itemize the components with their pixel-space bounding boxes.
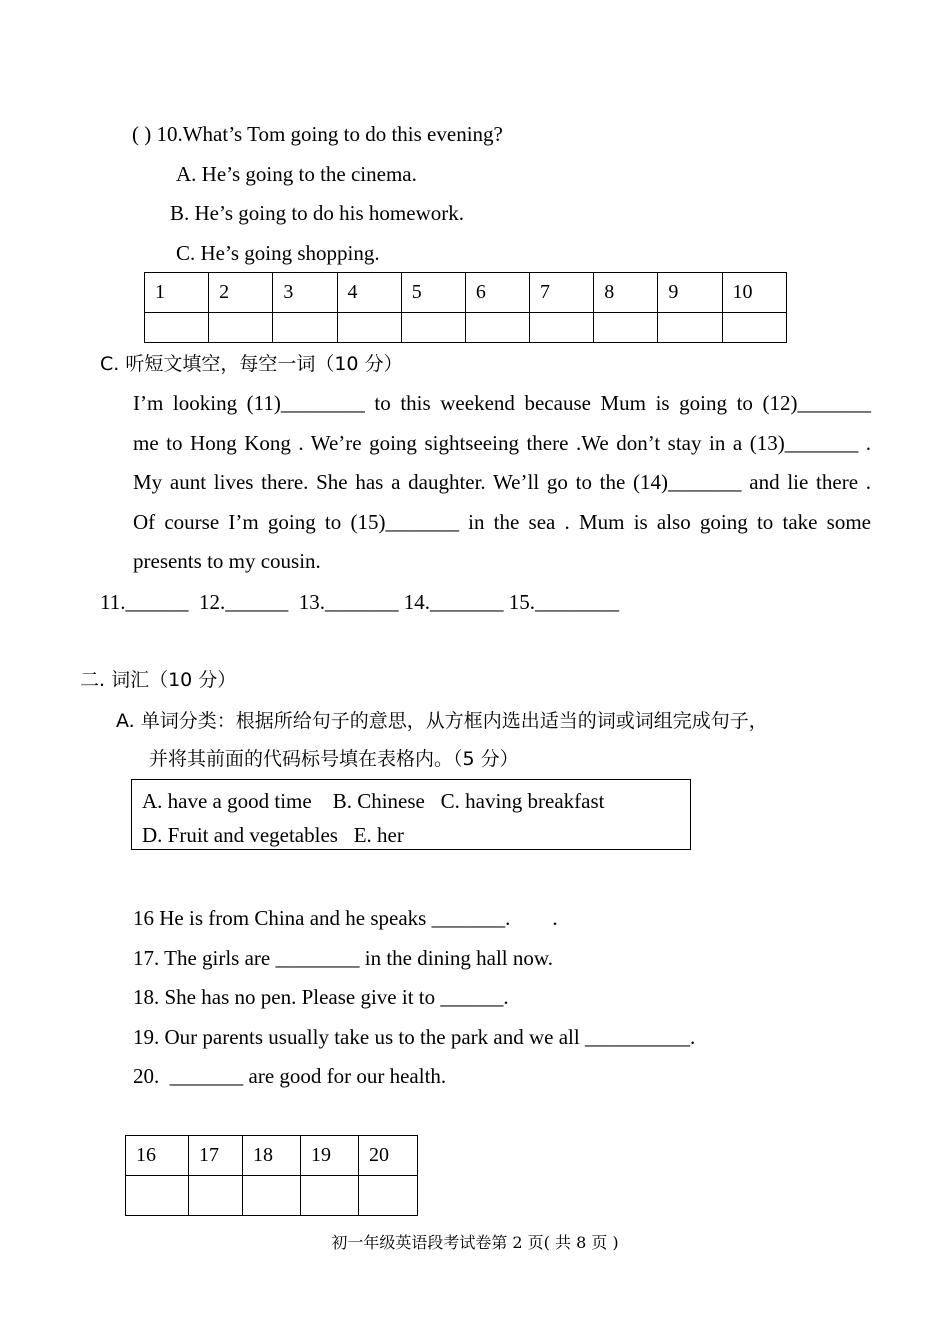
section-c-title: C. 听短文填空，每空一词（10 分）	[100, 353, 403, 375]
sentence-18: 18. She has no pen. Please give it to ______.	[133, 985, 509, 1009]
answer-cell[interactable]	[209, 313, 273, 343]
table-header-cell: 6	[465, 273, 529, 313]
passage-line: Of course I’m going to (15)_______ in the sea . Mum is also going to take some	[133, 509, 871, 534]
answer-cell[interactable]	[189, 1176, 243, 1216]
table-header-cell: 1	[145, 273, 209, 313]
page-footer: 初一年级英语段考试卷第 2 页( 共 8 页 )	[331, 1233, 619, 1252]
sentence-20: 20. _______ are good for our health.	[133, 1064, 447, 1088]
answer-table-2	[125, 1135, 418, 1216]
answer-table-1	[144, 272, 787, 343]
q10-option-c: C. He’s going shopping.	[176, 241, 380, 265]
answer-cell[interactable]	[658, 313, 722, 343]
table-header-cell: 8	[594, 273, 658, 313]
answer-cell[interactable]	[722, 313, 786, 343]
table-header-cell: 20	[359, 1136, 418, 1176]
passage-line: My aunt lives there. She has a daughter. We’ll go to the (14)_______ and lie there .	[133, 470, 871, 494]
sentence-19: 19. Our parents usually take us to the park and we all __________.	[133, 1025, 696, 1049]
passage-line: me to Hong Kong . We’re going sightseeing there .We don’t stay in a (13)_______ .	[133, 430, 871, 455]
answer-cell[interactable]	[273, 313, 337, 343]
section-2-instruction-1: A. 单词分类：根据所给句子的意思，从方框内选出适当的词或词组完成句子，	[116, 710, 768, 732]
word-options-box	[131, 779, 691, 850]
answer-cell[interactable]	[465, 313, 529, 343]
question-10: ( ) 10.What’s Tom going to do this evening?	[132, 122, 503, 146]
table-header-cell: 19	[301, 1136, 359, 1176]
answer-cell[interactable]	[594, 313, 658, 343]
options-line-2: D. Fruit and vegetables E. her	[142, 823, 404, 847]
answer-cell[interactable]	[145, 313, 209, 343]
answer-cell[interactable]	[530, 313, 594, 343]
answer-cell[interactable]	[359, 1176, 418, 1216]
table-header-cell: 2	[209, 273, 273, 313]
passage-line: presents to my cousin.	[133, 549, 321, 573]
section-2-instruction-2: 并将其前面的代码标号填在表格内。（5 分）	[149, 748, 519, 770]
q10-option-b: B. He’s going to do his homework.	[170, 201, 464, 225]
answer-cell[interactable]	[126, 1176, 189, 1216]
sentence-16: 16 He is from China and he speaks _______. .	[133, 906, 558, 930]
table-header-cell: 9	[658, 273, 722, 313]
sentence-17: 17. The girls are ________ in the dining hall now.	[133, 946, 553, 970]
table-header-cell: 16	[126, 1136, 189, 1176]
table-header-cell: 3	[273, 273, 337, 313]
answer-cell[interactable]	[243, 1176, 301, 1216]
section-2-title: 二. 词汇（10 分）	[80, 669, 237, 691]
table-header-cell: 18	[243, 1136, 301, 1176]
answer-cell[interactable]	[301, 1176, 359, 1216]
answer-cell[interactable]	[337, 313, 401, 343]
table-header-cell: 5	[401, 273, 465, 313]
options-line-1: A. have a good time B. Chinese C. having breakfast	[142, 789, 605, 813]
table-header-cell: 17	[189, 1136, 243, 1176]
table-header-cell: 4	[337, 273, 401, 313]
section-c-blanks: 11.______ 12.______ 13._______ 14._______ 15.________	[100, 590, 619, 614]
q10-option-a: A. He’s going to the cinema.	[176, 162, 417, 186]
table-header-cell: 10	[722, 273, 786, 313]
section-c-passage	[133, 384, 871, 582]
passage-line: I’m looking (11)________ to this weekend because Mum is going to (12)_______	[133, 391, 871, 415]
table-header-cell: 7	[530, 273, 594, 313]
answer-cell[interactable]	[401, 313, 465, 343]
